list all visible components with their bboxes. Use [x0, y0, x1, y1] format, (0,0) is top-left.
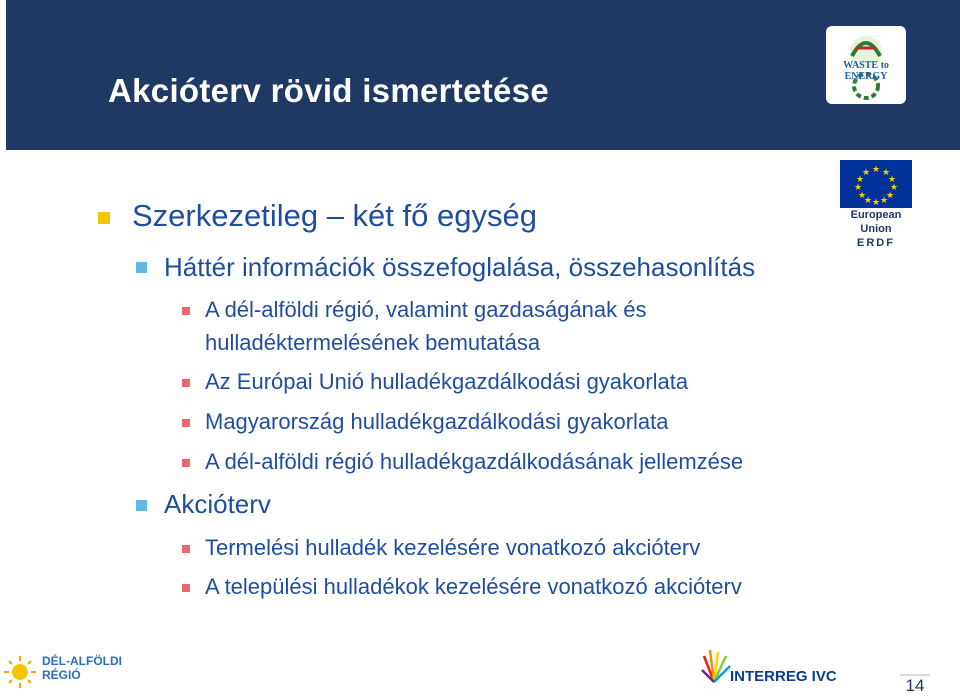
- svg-text:★: ★: [879, 195, 889, 205]
- eu-label: European Union: [850, 209, 902, 235]
- region-line1: DÉL-ALFÖLDI: [42, 654, 122, 668]
- region-name: [42, 654, 122, 682]
- svg-text:★: ★: [863, 195, 873, 205]
- sun-icon: [4, 652, 40, 692]
- region-line2: RÉGIÓ: [42, 668, 81, 682]
- level2-bullet: [136, 262, 147, 273]
- list-item: A dél-alföldi régió hulladékgazdálkodásának jellemzése: [205, 449, 744, 474]
- waste-to-energy-label: WASTE to ENERGY: [843, 60, 889, 82]
- level1-bullet: [98, 212, 110, 224]
- del-alfoldi-regio-logo: [4, 652, 122, 692]
- svg-text:★: ★: [853, 182, 863, 192]
- section2-title: Akcióterv: [164, 489, 271, 519]
- svg-text:★: ★: [871, 197, 881, 207]
- list-item: Termelési hulladék kezelésére vonatkozó akcióterv: [205, 535, 701, 560]
- level3-bullet: [182, 459, 190, 467]
- svg-text:★: ★: [889, 182, 899, 192]
- svg-text:★: ★: [885, 190, 895, 200]
- list-item: Magyarország hulladékgazdálkodási gyakorlata: [205, 409, 669, 434]
- svg-text:★: ★: [887, 174, 897, 184]
- list-item: A települési hulladékok kezelésére vonatkozó akcióterv: [205, 574, 742, 599]
- level3-bullet: [182, 545, 190, 553]
- svg-text:★: ★: [857, 190, 867, 200]
- svg-text:★: ★: [871, 164, 881, 174]
- interreg-logo: [700, 646, 837, 696]
- slide-title: Akcióterv rövid ismertetése: [108, 72, 549, 109]
- svg-text:★: ★: [861, 167, 871, 177]
- list-item: Az Európai Unió hulladékgazdálkodási gyakorlata: [205, 369, 689, 394]
- svg-text:★: ★: [881, 167, 891, 177]
- interreg-star-icon: [700, 646, 734, 694]
- interreg-label: INTERREG IVC: [730, 668, 837, 685]
- section1-title: Háttér információk összefoglalása, összehasonlítás: [164, 252, 756, 282]
- page-number: 14: [900, 674, 930, 698]
- level3-bullet: [182, 379, 190, 387]
- level3-bullet: [182, 419, 190, 427]
- level3-bullet: [182, 584, 190, 592]
- level2-bullet: [136, 500, 147, 511]
- list-item: hulladéktermelésének bemutatása: [205, 330, 541, 355]
- list-item: A dél-alföldi régió, valamint gazdaságának és: [205, 297, 647, 322]
- erdf-label: ERDF: [857, 237, 895, 249]
- svg-text:★: ★: [855, 174, 865, 184]
- level3-bullet: [182, 307, 190, 315]
- main-heading: Szerkezetileg – két fő egység: [132, 198, 537, 233]
